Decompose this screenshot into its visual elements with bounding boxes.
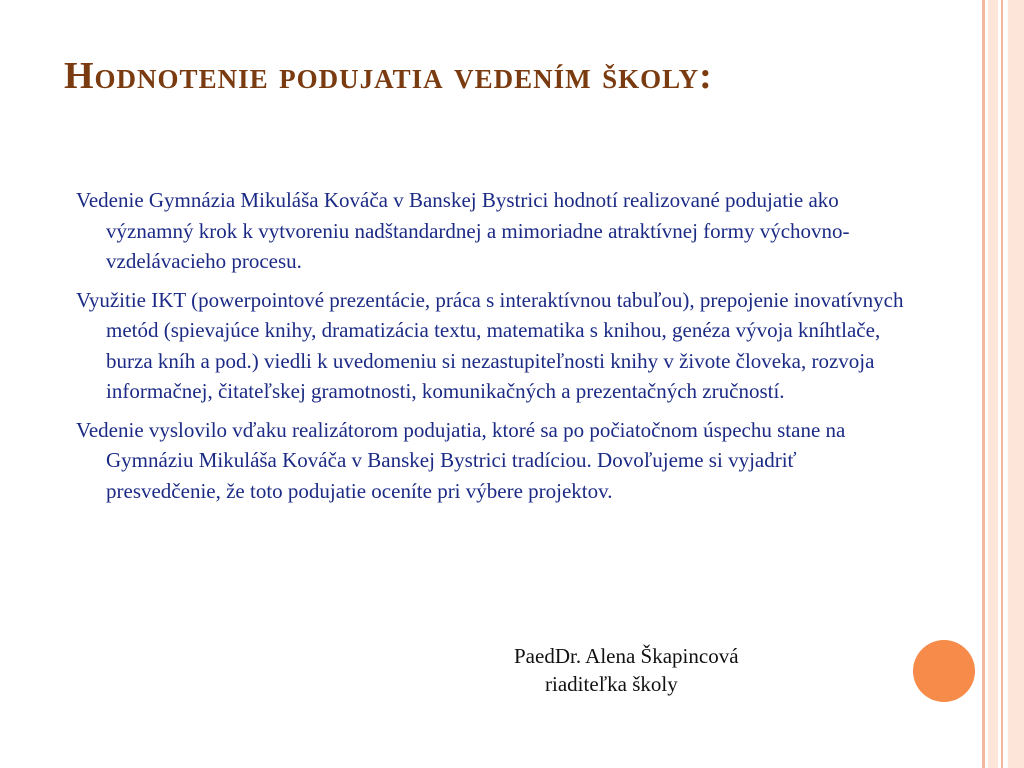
signature-block — [514, 642, 874, 698]
body-paragraph: Vedenie vyslovilo vďaku realizátorom podujatia, ktoré sa po počiatočnom úspechu stane na Gymnáziu Mikuláša Kováča v Banskej Bystrici tradíciou. Dovoľujeme si vyjadriť presvedčenie, že toto podujatie oceníte pri výbere projektov. — [76, 417, 846, 503]
body-paragraph: Využitie IKT (powerpointové prezentácie, práca s interaktívnou tabuľou), prepojenie inovatívnych metód (spievajúce knihy, dramatizácia textu, matematika s knihou, genéza vývoja kníhtlače, burza kníh a pod.) viedli k uvedomeniu si nezastupiteľnosti knihy v živote človeka, rozvoja informačnej, čitateľskej gramotnosti, komunikačných a prezentačných zručností. — [76, 287, 904, 403]
decorative-stripe — [982, 0, 985, 768]
decorative-stripe — [988, 0, 998, 768]
decorative-stripe — [1001, 0, 1003, 768]
decorative-stripe — [1008, 0, 1024, 768]
slide-body — [76, 185, 916, 514]
body-paragraph: Vedenie Gymnázia Mikuláša Kováča v Banskej Bystrici hodnotí realizované podujatie ako významný krok k vytvoreniu nadštandardnej a mimoriadne atraktívnej formy výchovno-vzdelávacieho procesu. — [76, 188, 850, 273]
signature-name: PaedDr. Alena Škapincová — [514, 644, 739, 668]
decorative-circle-icon — [913, 640, 975, 702]
signature-role: riaditeľka školy — [545, 672, 678, 696]
slide-title: Hodnotenie podujatia vedením školy: — [64, 55, 713, 97]
